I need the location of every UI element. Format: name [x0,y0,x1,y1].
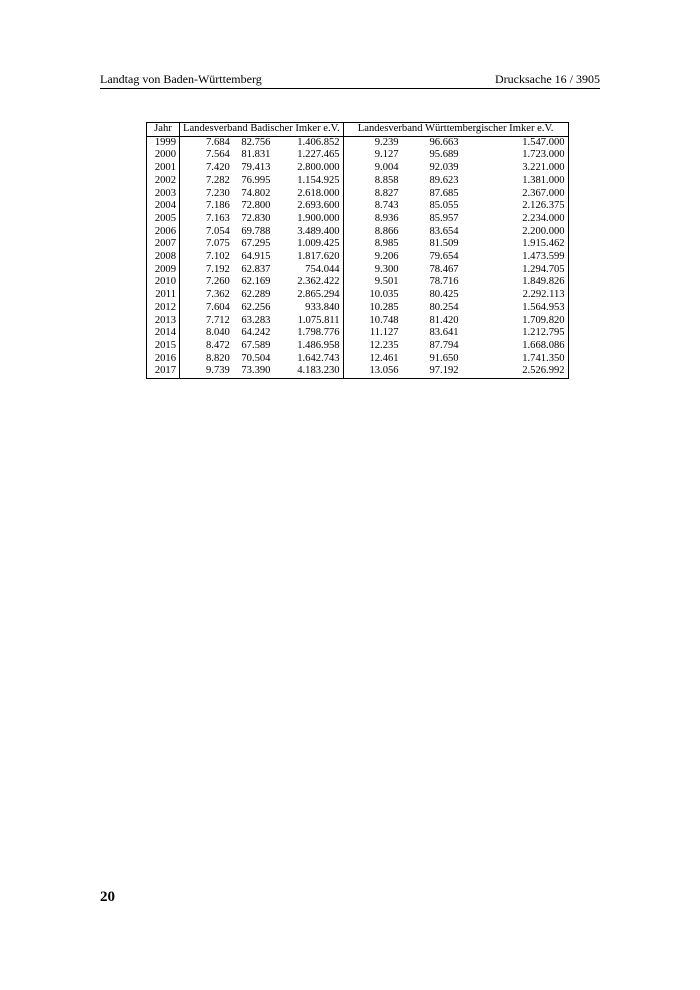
value-cell: 2.200.000 [462,226,569,239]
value-cell: 8.936 [374,212,399,224]
year-cell: 2005 [147,213,180,226]
year-cell: 2012 [147,302,180,315]
value-cell: 2.234.000 [462,213,569,226]
value-cell: 64.915 [241,251,271,263]
value-cell: 3.489.400 [273,226,343,239]
value-cell: 10.285 [369,301,399,313]
header-badischer-imker: Landesverband Badischer Imker e.V. [180,123,344,137]
value-cell: 1.564.953 [462,302,569,315]
value-cell: 83.654 [429,225,459,237]
year-cell: 1999 [147,136,180,149]
value-cell: 96.663 [429,136,459,148]
value-cell: 9.501 [374,276,399,288]
value-cell: 9.127 [374,149,399,161]
value-cell: 70.504 [241,352,271,364]
value-cell: 8.040 [206,327,230,339]
value-cell: 80.254 [429,301,459,313]
table-row [147,327,569,340]
year-cell: 2014 [147,327,180,340]
table-row [147,149,569,162]
value-cell: 9.239 [374,136,399,148]
value-cell: 13.056 [343,365,402,378]
value-cell: 1.817.620 [273,251,343,264]
value-cell: 10.748 [369,314,399,326]
value-cell: 1.849.826 [462,276,569,289]
value-cell: 7.230 [206,187,230,199]
value-cell: 79.413 [241,162,271,174]
year-cell: 2007 [147,238,180,251]
value-cell: 7.054 [206,225,230,237]
header-wuerttembergischer-imker: Landesverband Württembergischer Imker e.V. [343,123,568,137]
header-year: Jahr [147,123,180,137]
value-cell: 7.163 [206,212,230,224]
year-cell: 2000 [147,149,180,162]
value-cell: 85.957 [429,212,459,224]
value-cell: 2.126.375 [462,200,569,213]
table-row [147,365,569,378]
value-cell: 64.242 [241,327,271,339]
value-cell: 1.723.000 [462,149,569,162]
value-cell: 2.526.992 [462,365,569,378]
value-cell: 62.837 [241,263,271,275]
value-cell: 73.390 [233,365,274,378]
value-cell: 1.741.350 [462,353,569,366]
value-cell: 1.294.705 [462,264,569,277]
value-cell: 12.461 [369,352,399,364]
value-cell: 8.827 [374,187,399,199]
value-cell: 933.840 [273,302,343,315]
value-cell: 80.425 [429,289,459,301]
value-cell: 9.004 [374,162,399,174]
table-row [147,188,569,201]
value-cell: 1.406.852 [273,136,343,149]
value-cell: 1.227.465 [273,149,343,162]
table-row [147,162,569,175]
value-cell: 83.641 [429,327,459,339]
value-cell: 7.260 [206,276,230,288]
table-row [147,302,569,315]
year-cell: 2004 [147,200,180,213]
value-cell: 1.009.425 [273,238,343,251]
value-cell: 1.075.811 [273,315,343,328]
value-cell: 1.473.599 [462,251,569,264]
year-cell: 2002 [147,175,180,188]
value-cell: 1.486.958 [273,340,343,353]
value-cell: 78.467 [429,263,459,275]
value-cell: 1.900.000 [273,213,343,226]
table-row [147,264,569,277]
value-cell: 72.800 [241,200,271,212]
value-cell: 95.689 [429,149,459,161]
year-cell: 2015 [147,340,180,353]
table-row [147,238,569,251]
beekeeping-statistics-table [146,122,569,379]
value-cell: 1.154.925 [273,175,343,188]
table-row [147,315,569,328]
value-cell: 81.509 [429,238,459,250]
value-cell: 2.800.000 [273,162,343,175]
value-cell: 2.693.600 [273,200,343,213]
value-cell: 2.367.000 [462,188,569,201]
value-cell: 9.300 [374,263,399,275]
value-cell: 62.289 [241,289,271,301]
value-cell: 1.642.743 [273,353,343,366]
value-cell: 72.830 [241,212,271,224]
value-cell: 79.654 [429,251,459,263]
value-cell: 754.044 [273,264,343,277]
value-cell: 10.035 [369,289,399,301]
header-document-number: Drucksache 16 / 3905 [495,72,600,86]
value-cell: 82.756 [241,136,271,148]
value-cell: 1.709.820 [462,315,569,328]
table-row [147,276,569,289]
value-cell: 1.915.462 [462,238,569,251]
value-cell: 89.623 [429,174,459,186]
value-cell: 9.206 [374,251,399,263]
value-cell: 12.235 [369,339,399,351]
value-cell: 7.564 [206,149,230,161]
value-cell: 8.743 [374,200,399,212]
value-cell: 7.420 [206,162,230,174]
table-row [147,136,569,149]
value-cell: 81.831 [241,149,271,161]
year-cell: 2010 [147,276,180,289]
page-number: 20 [100,889,115,905]
value-cell: 85.055 [429,200,459,212]
value-cell: 2.292.113 [462,289,569,302]
table-header-row [147,123,569,137]
value-cell: 67.589 [241,339,271,351]
page-header [100,70,600,89]
table-row [147,226,569,239]
value-cell: 1.547.000 [462,136,569,149]
year-cell: 2013 [147,315,180,328]
value-cell: 2.865.294 [273,289,343,302]
year-cell: 2017 [147,365,180,378]
year-cell: 2009 [147,264,180,277]
value-cell: 7.102 [206,251,230,263]
value-cell: 1.212.795 [462,327,569,340]
year-cell: 2003 [147,188,180,201]
value-cell: 7.684 [206,136,230,148]
table-row [147,289,569,302]
value-cell: 7.604 [206,301,230,313]
value-cell: 91.650 [429,352,459,364]
value-cell: 87.794 [429,339,459,351]
value-cell: 8.858 [374,174,399,186]
value-cell: 7.192 [206,263,230,275]
header-publisher: Landtag von Baden-Württemberg [100,72,262,86]
value-cell: 67.295 [241,238,271,250]
year-cell: 2016 [147,353,180,366]
value-cell: 7.362 [206,289,230,301]
table-row [147,200,569,213]
value-cell: 76.995 [241,174,271,186]
value-cell: 1.668.086 [462,340,569,353]
table-row [147,353,569,366]
value-cell: 2.618.000 [273,188,343,201]
year-cell: 2006 [147,226,180,239]
table-row [147,251,569,264]
year-cell: 2001 [147,162,180,175]
value-cell: 7.186 [206,200,230,212]
value-cell: 7.282 [206,174,230,186]
value-cell: 8.472 [206,339,230,351]
value-cell: 74.802 [241,187,271,199]
value-cell: 7.712 [206,314,230,326]
table-row [147,213,569,226]
value-cell: 7.075 [206,238,230,250]
value-cell: 97.192 [402,365,462,378]
value-cell: 8.820 [206,352,230,364]
year-cell: 2011 [147,289,180,302]
value-cell: 8.985 [374,238,399,250]
value-cell: 9.739 [180,365,233,378]
table-body [147,136,569,378]
value-cell: 11.127 [369,327,399,339]
value-cell: 2.362.422 [273,276,343,289]
value-cell: 62.169 [241,276,271,288]
value-cell: 8.866 [374,225,399,237]
value-cell: 69.788 [241,225,271,237]
table-row [147,175,569,188]
value-cell: 87.685 [429,187,459,199]
value-cell: 1.381.000 [462,175,569,188]
year-cell: 2008 [147,251,180,264]
value-cell: 62.256 [241,301,271,313]
value-cell: 3.221.000 [462,162,569,175]
value-cell: 81.420 [429,314,459,326]
table-row [147,340,569,353]
value-cell: 4.183.230 [273,365,343,378]
value-cell: 92.039 [429,162,459,174]
value-cell: 63.283 [241,314,271,326]
value-cell: 1.798.776 [273,327,343,340]
value-cell: 78.716 [429,276,459,288]
